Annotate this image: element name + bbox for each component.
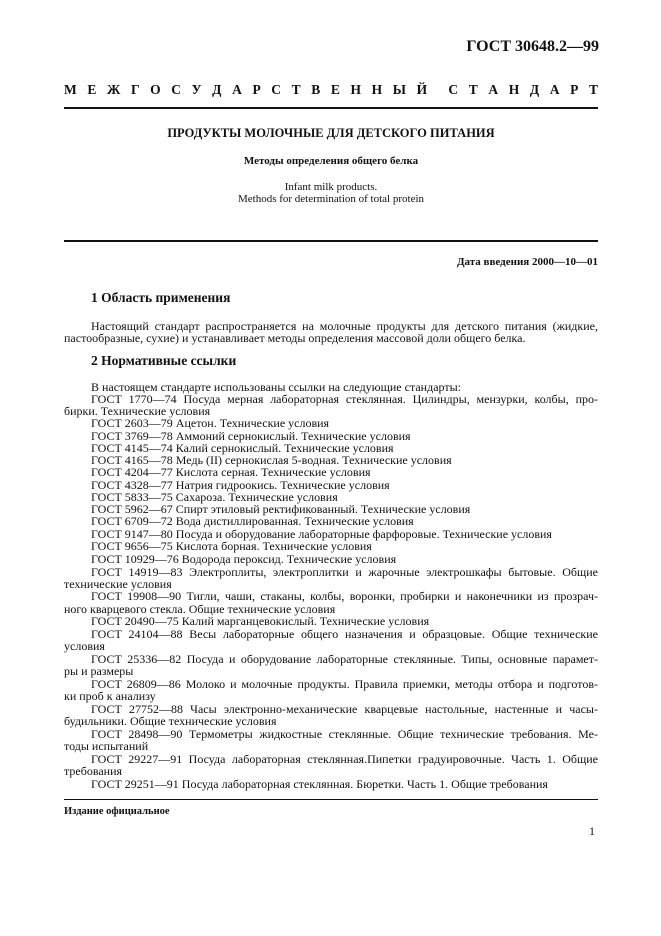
reference-line: ГОСТ 4204—77 Кислота серная. Технические условия [91,465,371,479]
document-code: ГОСТ 30648.2—99 [466,38,599,55]
reference-line: ГОСТ 10929—76 Водорода пероксид. Технические условия [91,552,397,566]
banner-letter: Р [570,82,579,97]
section-1-heading: 1 Область применения [91,290,231,305]
banner-letter: Д [529,82,540,97]
reference-line: технические условия [64,577,172,591]
english-title-line-2: Methods for determination of total protein [237,193,425,205]
banner-letter: С [171,82,182,97]
reference-line: ГОСТ 2603—79 Ацетон. Технические условия [91,416,330,430]
reference-line: В настоящем стандарте использованы ссылки на следующие стандарты: [91,380,462,394]
banner-letter: Т [468,82,478,97]
reference-line: ГОСТ 6709—72 Вода дистиллированная. Технические условия [91,514,414,528]
reference-line: ГОСТ 1770—74 Посуда мерная лабораторная стеклянная. Цилиндры, мензурки, колбы, про- [91,392,598,406]
banner-letter: Ж [106,82,121,97]
reference-line: ГОСТ 4145—74 Калий сернокислый. Технические условия [91,441,394,455]
banner-letter: А [549,82,560,97]
banner-letter: А [488,82,499,97]
banner-letter: Д [212,82,222,97]
section-2-heading: 2 Нормативные ссылки [91,353,237,368]
reference-line: условия [64,639,105,653]
banner-letter: С [448,82,459,97]
banner-letter: Г [130,82,140,97]
banner-letter: Й [416,82,428,97]
official-edition-note: Издание официальное [64,806,170,817]
section-1-text-line: пастообразные, сухие) и устанавливает методы определения массовой доли общего белка. [64,331,526,345]
document-subtitle: Методы определения общего белка [243,155,419,167]
reference-line: тоды испытаний [64,739,149,753]
reference-line: ГОСТ 5833—75 Сахароза. Технические условия [91,490,338,504]
document-title: ПРОДУКТЫ МОЛОЧНЫЕ ДЛЯ ДЕТСКОГО ПИТАНИЯ [167,126,495,140]
reference-line: ры и размеры [64,664,134,678]
reference-line: ГОСТ 29251—91 Посуда лабораторная стеклянная. Бюретки. Часть 1. Общие требования [91,777,548,791]
reference-line: ГОСТ 4328—77 Натрия гидроокись. Технические условия [91,478,390,492]
title-divider [64,240,598,242]
banner-letter: Т [291,82,301,97]
page-number: 1 [589,824,595,838]
reference-line: требования [64,764,123,778]
reference-line: ного кварцевого стекла. Общие технические условия [64,602,336,616]
reference-line: ГОСТ 28498—90 Термометры жидкостные стеклянные. Общие технические требования. Ме- [91,727,598,741]
banner-letter: У [191,82,202,97]
banner-letter: О [150,82,161,97]
footer-divider [64,799,598,800]
banner-letter: Е [330,82,340,97]
reference-line: ГОСТ 9656—75 Кислота борная. Технические условия [91,539,372,553]
banner-letter: Т [588,82,598,97]
banner-letter: Е [87,82,97,97]
section-1-text-line: Настоящий стандарт распространяется на молочные продукты для детского питания (жидкие, [91,319,598,333]
banner-letter: Ы [392,82,407,97]
reference-line: ГОСТ 27752—88 Часы электронно-механические кварцевые настольные, настенные и часы- [91,702,598,716]
reference-line: ГОСТ 9147—80 Посуда и оборудование лабораторные фарфоровые. Технические условия [91,527,552,541]
banner-letter: Р [252,82,261,97]
banner-letter: Н [350,82,362,97]
top-divider [64,107,598,109]
reference-line: ГОСТ 26809—86 Молоко и молочные продукты. Правила приемки, методы отбора и подготов- [91,677,598,691]
reference-line: ГОСТ 3769—78 Аммоний сернокислый. Технические условия [91,429,411,443]
introduction-date: Дата введения 2000—10—01 [456,256,598,268]
reference-line: ГОСТ 20490—75 Калий марганцевокислый. Технические условия [91,614,430,628]
banner-letter: В [311,82,321,97]
reference-line: ГОСТ 5962—67 Спирт этиловый ректификованный. Технические условия [91,502,471,516]
banner-letter: Н [508,82,520,97]
banner-letter: М [64,82,77,97]
reference-line: ки проб к анализу [64,689,156,703]
interstate-standard-banner [64,82,598,98]
english-title-line-1: Infant milk products. [284,181,378,193]
reference-line: будильники. Общие технические условия [64,714,277,728]
reference-line: бирки. Технические условия [64,404,211,418]
reference-line: ГОСТ 14919—83 Электроплиты, электроплитки и жарочные электрошкафы бытовые. Общие [91,565,598,579]
reference-line: ГОСТ 19908—90 Тигли, чаши, стаканы, колбы, воронки, пробирки и наконечники из прозрач- [91,589,598,603]
reference-line: ГОСТ 29227—91 Посуда лабораторная стеклянная.Пипетки градуировочные. Часть 1. Общие [91,752,598,766]
reference-line: ГОСТ 25336—82 Посуда и оборудование лабораторные стеклянные. Типы, основные парамет- [91,652,598,666]
banner-letter: А [232,82,242,97]
banner-letter: Н [371,82,383,97]
banner-letter: С [271,82,282,97]
reference-line: ГОСТ 24104—88 Весы лабораторные общего назначения и образцовые. Общие технические [91,627,598,641]
reference-line: ГОСТ 4165—78 Медь (II) сернокислая 5-водная. Технические условия [91,453,452,467]
